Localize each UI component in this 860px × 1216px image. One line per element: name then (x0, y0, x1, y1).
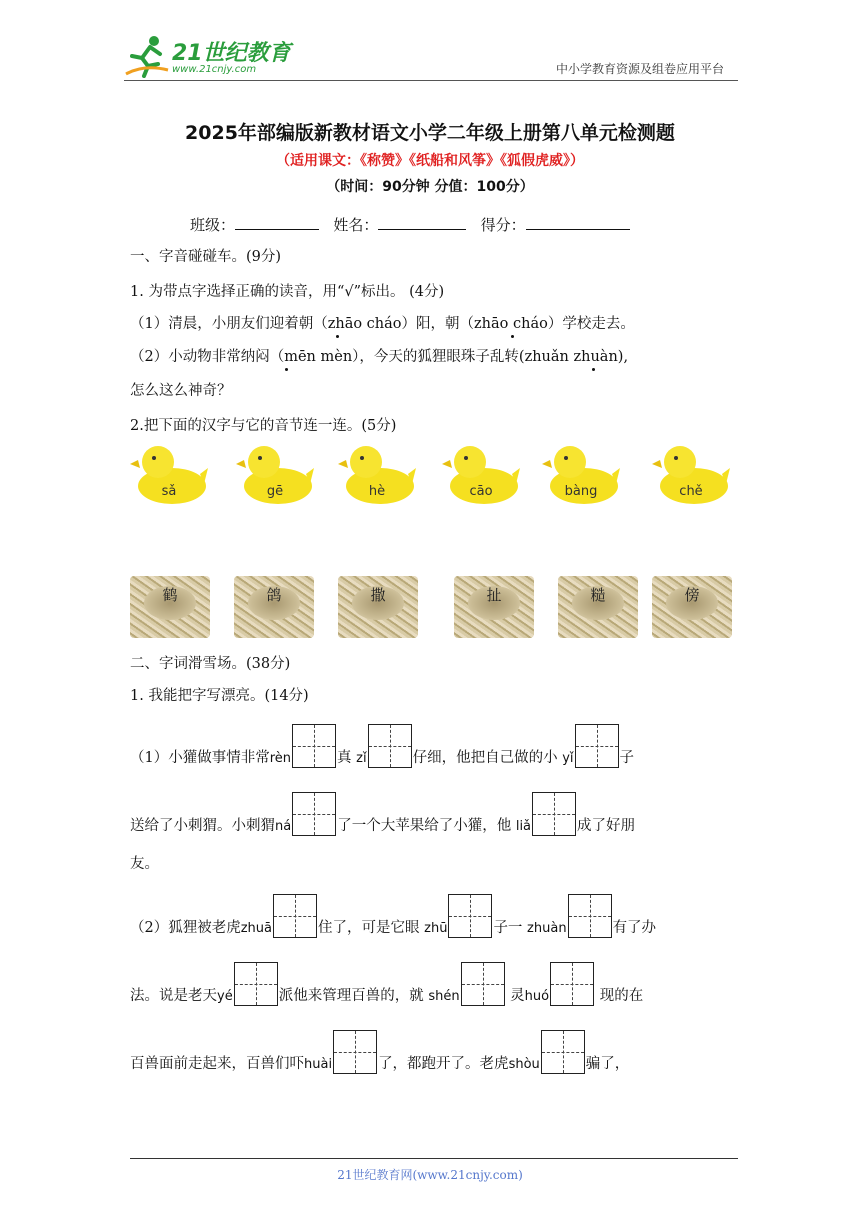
duck-card[interactable] (442, 440, 520, 506)
text-segment: （2）狐狸被老虎 (130, 920, 241, 936)
duck-pinyin: hè (368, 484, 386, 499)
name-label: 姓名： (333, 216, 379, 234)
text-segment: 住了，可是它眼 (318, 920, 420, 936)
tian-grid-box[interactable] (461, 962, 505, 1006)
pinyin-hint: ná (275, 819, 292, 834)
nest-card[interactable] (338, 576, 418, 638)
student-info-line (190, 214, 630, 235)
text-segment: 百兽面前走起来，百兽们吓 (130, 1056, 304, 1072)
q1-prompt: 1. 为带点字选择正确的读音，用“√”标出。 (4分) (130, 284, 445, 300)
duck-pinyin: gē (266, 484, 284, 499)
pinyin-hint: shén (428, 989, 460, 1004)
pinyin-hint: zhuā (240, 921, 273, 936)
duck-card[interactable] (130, 440, 208, 506)
text-segment: 骗了， (585, 1056, 630, 1072)
text-segment: 派他来管理百兽的，就 (278, 988, 424, 1004)
nest-character: 鹤 (162, 586, 178, 604)
page-title: 2025年部编版新教材语文小学二年级上册第八单元检测题 (185, 122, 675, 144)
p1-line1 (130, 724, 634, 768)
tian-grid-box[interactable] (368, 724, 412, 768)
pinyin-hint: shòu (508, 1057, 540, 1072)
tian-grid-box[interactable] (333, 1030, 377, 1074)
tian-grid-box[interactable] (448, 894, 492, 938)
footer-link[interactable]: 21世纪教育网(www.21cnjy.com) (337, 1168, 523, 1182)
applicable-lessons: （适用课文：《称赞》《纸船和风筝》《狐假虎威》） (276, 153, 584, 169)
runner-logo-icon (124, 34, 170, 78)
text-segment: 法。说是老天 (130, 988, 217, 1004)
pinyin-hint: zhū (424, 921, 448, 936)
duck-pinyin: sǎ (161, 484, 177, 499)
tian-grid-box[interactable] (234, 962, 278, 1006)
p1-line3: 友。 (130, 856, 159, 872)
text-segment: 了一个大苹果给了小獾，他 (337, 818, 512, 834)
pinyin-hint: yé (217, 989, 233, 1004)
class-blank[interactable] (235, 215, 319, 230)
text-segment: （1）小獾做事情非常 (130, 750, 270, 766)
duck-card[interactable] (652, 440, 730, 506)
nest-character: 鸽 (266, 586, 282, 604)
nest-card[interactable] (130, 576, 210, 638)
q1-line1: （1）清晨，小朋友们迎着朝（zhāo cháo）阳，朝（zhāo cháo）学校走去。 (130, 316, 635, 332)
section2-heading: 二、字词滑雪场。(38分) (130, 656, 291, 672)
pinyin-hint: rèn (269, 751, 292, 766)
pinyin-hint: liǎ (515, 819, 532, 834)
duck-pinyin: cāo (469, 484, 493, 499)
nest-card[interactable] (234, 576, 314, 638)
nest-character: 撒 (370, 586, 386, 604)
logo-text: 21世纪教育 (172, 41, 291, 66)
text-segment: 了，都跑开了。老虎 (378, 1056, 509, 1072)
tian-grid-box[interactable] (292, 724, 336, 768)
duck-card[interactable] (542, 440, 620, 506)
logo-url: www.21cnjy.com (172, 64, 257, 75)
s2-q1-prompt: 1. 我能把字写漂亮。(14分) (130, 688, 309, 704)
tian-grid-box[interactable] (532, 792, 576, 836)
nest-card[interactable] (652, 576, 732, 638)
section1-heading: 一、字音碰碰车。(9分) (130, 249, 282, 265)
tian-grid-box[interactable] (575, 724, 619, 768)
text-segment: 子 (619, 750, 634, 766)
text-segment: 仔细，他把自己做的小 (412, 750, 558, 766)
duck-pinyin: chě (679, 484, 703, 499)
logo (124, 34, 294, 80)
pinyin-hint: yǐ (562, 751, 574, 766)
score-blank[interactable] (526, 215, 630, 230)
emphasis-dot (285, 368, 288, 371)
q1-line3: 怎么这么神奇？ (130, 383, 232, 399)
nest-card[interactable] (558, 576, 638, 638)
tian-grid-box[interactable] (541, 1030, 585, 1074)
text-segment: 灵 (510, 988, 525, 1004)
p1-line2 (130, 792, 635, 836)
nest-character: 傍 (684, 586, 700, 604)
name-blank[interactable] (378, 215, 466, 230)
tian-grid-box[interactable] (550, 962, 594, 1006)
platform-name: 中小学教育资源及组卷应用平台 (555, 62, 724, 76)
pinyin-hint: huài (304, 1057, 333, 1072)
time-and-score: （时间：90分钟 分值：100分） (326, 179, 534, 195)
p2-line2 (130, 962, 643, 1006)
text-segment: 真 (337, 750, 352, 766)
duck-card[interactable] (236, 440, 314, 506)
text-segment: 成了好朋 (577, 818, 636, 834)
duck-pinyin: bàng (564, 484, 598, 499)
emphasis-dot (336, 335, 339, 338)
text-segment: 子一 (493, 920, 523, 936)
duck-card[interactable] (338, 440, 416, 506)
text-segment: 有了办 (612, 920, 657, 936)
text-segment: 送给了小刺猬。小刺猬 (130, 818, 275, 834)
nest-character: 扯 (486, 586, 502, 604)
footer-divider (130, 1158, 738, 1159)
pinyin-hint: huó (524, 989, 550, 1004)
tian-grid-box[interactable] (292, 792, 336, 836)
p2-line1 (130, 894, 656, 938)
score-label: 得分： (480, 216, 526, 234)
class-label: 班级： (190, 216, 236, 234)
header-divider (124, 80, 738, 81)
q2-prompt: 2.把下面的汉字与它的音节连一连。(5分) (130, 418, 397, 434)
text-segment: 现的在 (599, 988, 644, 1004)
tian-grid-box[interactable] (273, 894, 317, 938)
p2-line3 (130, 1030, 629, 1074)
emphasis-dot (592, 368, 595, 371)
pinyin-hint: zǐ (356, 751, 367, 766)
nest-character: 糙 (590, 586, 606, 604)
pinyin-hint: zhuàn (527, 921, 567, 936)
q1-line2: （2）小动物非常纳闷（mēn mèn），今天的狐狸眼珠子乱转(zhuǎn zhuàn), (130, 349, 629, 365)
nest-card[interactable] (454, 576, 534, 638)
tian-grid-box[interactable] (568, 894, 612, 938)
emphasis-dot (511, 335, 514, 338)
